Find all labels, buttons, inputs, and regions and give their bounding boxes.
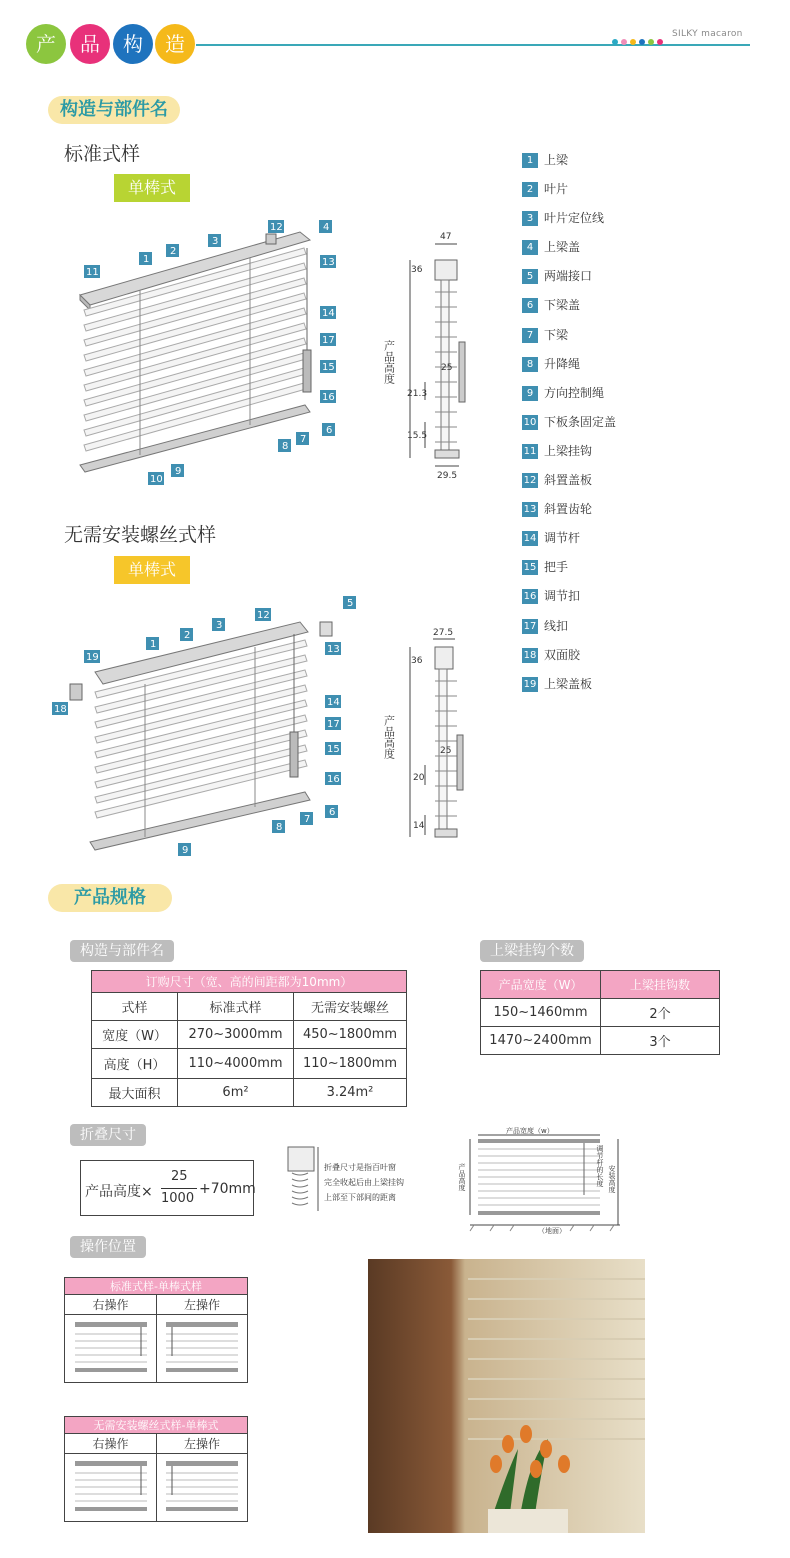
right-operation-diagram: [65, 1315, 157, 1383]
svg-text:产品宽度（w）: 产品宽度（w）: [506, 1127, 554, 1135]
spec-table-tag: 构造与部件名: [70, 940, 174, 962]
section-title-spec: 产品规格: [48, 884, 172, 912]
header-divider: [196, 44, 750, 46]
svg-text:5: 5: [347, 598, 354, 609]
table-caption: 订购尺寸（宽、高的间距都为10mm）: [92, 971, 407, 993]
part-item: 16 调节扣: [523, 589, 581, 604]
hook-count-table: [480, 970, 720, 1055]
left-operation-diagram: [157, 1315, 248, 1383]
svg-text:27.5: 27.5: [433, 628, 454, 638]
standard-title: 标准式样: [64, 143, 141, 165]
part-item: 14 调节杆: [523, 531, 581, 546]
noscrew-blind-illustration: [50, 592, 370, 862]
table-row: 宽度（W） 270~3000mm 450~1800mm: [92, 1021, 407, 1049]
svg-text:调节杆的长度: 调节杆的长度: [596, 1145, 604, 1187]
svg-text:7: 7: [300, 434, 307, 445]
operation-table-standard: 标准式样-单棒式样 右操作 左操作: [64, 1277, 248, 1383]
table-row: 150~1460mm 2个: [481, 999, 720, 1027]
svg-text:13: 13: [327, 644, 340, 655]
part-item: 18 双面胶: [523, 647, 581, 662]
svg-text:11: 11: [86, 267, 99, 278]
hook-table-tag: 上梁挂钩个数: [480, 940, 584, 962]
part-item: 19 上梁盖板: [523, 676, 593, 691]
order-size-table: [91, 970, 407, 1107]
part-item: 13 斜置齿轮: [523, 502, 593, 517]
svg-text:36: 36: [411, 265, 423, 275]
header: [0, 0, 790, 90]
part-item: 8 升降绳: [522, 354, 616, 383]
title-circle-1: 产: [26, 24, 66, 64]
part-item: 2 叶片: [522, 179, 616, 208]
noscrew-side-dimension-diagram: [382, 625, 485, 855]
fold-note: 折叠尺寸是指百叶窗 完全收起后由上梁挂钩 上部至下部间的距离: [324, 1163, 404, 1202]
part-item: 11 上梁挂钩: [523, 443, 593, 458]
svg-text:15: 15: [327, 744, 340, 755]
svg-text:8: 8: [276, 822, 283, 833]
brand-dots: [612, 31, 666, 50]
svg-text:25: 25: [441, 363, 453, 373]
svg-text:9: 9: [182, 845, 189, 856]
folded-blind-icon: [286, 1145, 320, 1215]
part-item: 7 下梁: [522, 325, 616, 354]
svg-text:2: 2: [184, 630, 191, 641]
svg-text:12: 12: [270, 222, 283, 233]
right-operation-diagram: [65, 1454, 157, 1522]
svg-text:产品高度: 产品高度: [458, 1163, 466, 1191]
fold-size-tag: 折叠尺寸: [70, 1124, 146, 1146]
title-circle-2: 品: [70, 24, 110, 64]
table-row: 最大面积 6m² 3.24m²: [92, 1079, 407, 1107]
svg-text:36: 36: [411, 656, 423, 666]
part-item: 12 斜置盖板: [523, 473, 593, 488]
svg-text:安装高度: 安装高度: [608, 1165, 616, 1193]
svg-text:7: 7: [304, 814, 311, 825]
svg-text:13: 13: [322, 257, 335, 268]
svg-text:8: 8: [282, 441, 289, 452]
svg-text:产品高度: 产品高度: [382, 715, 396, 759]
svg-text:1: 1: [143, 254, 150, 265]
section-title-structure: 构造与部件名: [48, 96, 180, 124]
brand-name: SILKY macaron: [672, 29, 743, 39]
fold-size-formula: 产品高度× 25 1000 +70mm: [80, 1160, 254, 1216]
part-item: 10 下板条固定盖: [523, 414, 617, 429]
svg-text:17: 17: [322, 335, 335, 346]
title-circle-4: 造: [155, 24, 195, 64]
svg-text:6: 6: [326, 425, 333, 436]
operation-table-noscrew: 无需安装螺丝式样-单棒式 右操作 左操作: [64, 1416, 248, 1522]
svg-text:15: 15: [322, 362, 335, 373]
part-item: 6 下梁盖: [522, 295, 616, 324]
svg-text:16: 16: [327, 774, 340, 785]
svg-text:15.5: 15.5: [407, 431, 428, 441]
install-dimension-diagram: [460, 1125, 630, 1235]
svg-text:14: 14: [413, 821, 425, 831]
title-circle-3: 构: [113, 24, 153, 64]
svg-text:1: 1: [150, 639, 157, 650]
part-item: 5 两端接口: [522, 266, 616, 295]
svg-text:20: 20: [413, 773, 425, 783]
noscrew-tag: 单棒式: [114, 556, 190, 584]
svg-text:29.5: 29.5: [437, 471, 458, 481]
svg-text:19: 19: [86, 652, 99, 663]
svg-text:16: 16: [322, 392, 335, 403]
svg-text:9: 9: [175, 466, 182, 477]
svg-text:18: 18: [54, 704, 67, 715]
part-item: 9 方向控制绳: [522, 383, 616, 412]
standard-blind-illustration: [70, 210, 360, 490]
table-row: 高度（H） 110~4000mm 110~1800mm: [92, 1049, 407, 1079]
svg-text:2: 2: [170, 246, 177, 257]
left-operation-diagram: [157, 1454, 248, 1522]
svg-text:25: 25: [440, 746, 452, 756]
table-row: 1470~2400mm 3个: [481, 1027, 720, 1055]
svg-text:14: 14: [322, 308, 335, 319]
standard-side-dimension-diagram: [382, 222, 485, 484]
svg-text:（地面）: （地面）: [538, 1227, 566, 1235]
table-header-row: 产品宽度（W） 上梁挂钩数: [481, 971, 720, 999]
part-item: 3 叶片定位线: [522, 208, 616, 237]
part-item: 15 把手: [523, 560, 569, 575]
operation-tag: 操作位置: [70, 1236, 146, 1258]
svg-text:12: 12: [257, 610, 270, 621]
svg-text:21.3: 21.3: [407, 389, 428, 399]
svg-text:14: 14: [327, 697, 340, 708]
part-item: 4 上梁盖: [522, 237, 616, 266]
svg-text:产品高度: 产品高度: [382, 340, 396, 384]
part-item: 17 线扣: [523, 618, 569, 633]
svg-text:47: 47: [440, 232, 452, 242]
svg-text:10: 10: [150, 474, 163, 485]
svg-text:4: 4: [323, 222, 330, 233]
parts-list: [522, 150, 616, 703]
svg-text:17: 17: [327, 719, 340, 730]
svg-text:3: 3: [212, 236, 219, 247]
noscrew-title: 无需安装螺丝式样: [64, 524, 217, 546]
svg-text:3: 3: [216, 620, 223, 631]
part-item: 1 上梁: [522, 150, 616, 179]
table-row: 式样 标准式样 无需安装螺丝: [92, 993, 407, 1021]
svg-text:6: 6: [329, 807, 336, 818]
standard-tag: 单棒式: [114, 174, 190, 202]
blind-room-photo: [368, 1259, 645, 1533]
